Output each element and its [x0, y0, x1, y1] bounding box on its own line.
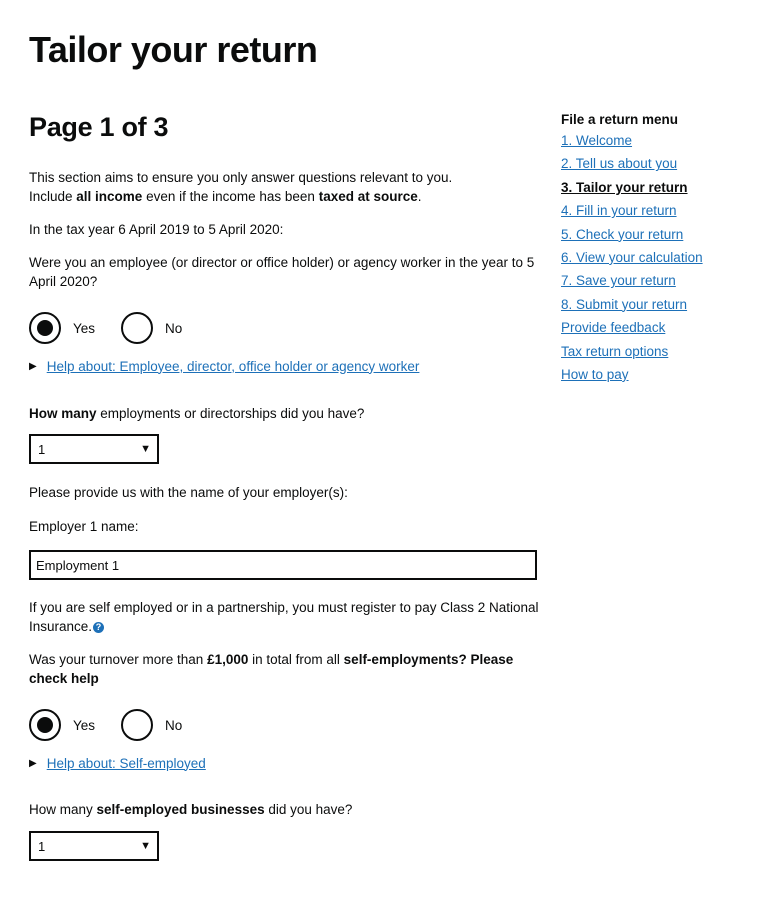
- intro-line-2-prefix: Include: [29, 189, 77, 204]
- employments-question: [29, 404, 539, 423]
- turnover-bold-tail: self-employments? Please check help: [29, 652, 514, 686]
- intro-text: [29, 168, 539, 206]
- question-circle-icon[interactable]: ?: [93, 622, 104, 633]
- menu-link-save-your-return[interactable]: 7. Save your return: [561, 273, 676, 289]
- employer-names-intro: Please provide us with the name of your employer(s):: [29, 485, 348, 500]
- menu-link-welcome[interactable]: 1. Welcome: [561, 133, 633, 148]
- turnover-prefix: Was your turnover more than: [29, 652, 208, 667]
- menu-item-submit-your-return: [561, 296, 761, 314]
- employments-label-bold: How many: [29, 406, 97, 421]
- chevron-down-icon: ▼: [140, 443, 151, 455]
- menu-item-tailor-your-return: [561, 179, 761, 197]
- turnover-question: [29, 650, 539, 688]
- businesses-select-value: 1: [38, 838, 46, 854]
- employments-select-value: 1: [38, 441, 46, 457]
- menu-link-tailor-your-return[interactable]: 3. Tailor your return: [561, 179, 688, 195]
- employee-radio-yes[interactable]: [29, 312, 95, 344]
- section-heading: Page 1 of 3: [29, 112, 169, 142]
- intro-bold-all-income: all income: [76, 189, 143, 204]
- menu-title: File a return menu: [561, 112, 679, 127]
- employments-select[interactable]: [29, 434, 159, 464]
- file-return-menu: [561, 111, 761, 389]
- menu-link-view-your-calculation[interactable]: 6. View your calculation: [561, 249, 703, 265]
- radio-circle[interactable]: [121, 709, 153, 741]
- menu-link-tax-return-options[interactable]: Tax return options: [561, 343, 669, 359]
- menu-item-save-your-return: [561, 272, 761, 290]
- intro-bold-taxed-at-source: taxed at source: [318, 189, 418, 204]
- businesses-suffix: did you have?: [264, 802, 353, 817]
- self-employed-help-link[interactable]: Help about: Self-employed: [46, 755, 206, 771]
- triangle-right-icon: ▶: [29, 360, 37, 372]
- menu-link-provide-feedback[interactable]: Provide feedback: [561, 320, 666, 336]
- menu-item-fill-in-your-return: [561, 202, 761, 220]
- employee-help-toggle[interactable]: [29, 357, 539, 375]
- turnover-radio-yes[interactable]: [29, 709, 95, 741]
- businesses-bold: self-employed businesses: [96, 802, 265, 817]
- employee-help-link[interactable]: Help about: Employee, director, office holder or agency worker: [46, 358, 420, 374]
- radio-label-yes: Yes: [73, 717, 96, 733]
- menu-item-welcome: [561, 132, 761, 150]
- employments-label-rest: employments or directorships did you have?: [96, 406, 365, 421]
- turnover-radio-group: [29, 709, 539, 741]
- employee-question: Were you an employee (or director or office holder) or agency worker in the year to 5 April 2020?: [29, 255, 535, 289]
- businesses-prefix: How many: [29, 802, 97, 817]
- menu-link-submit-your-return[interactable]: 8. Submit your return: [561, 296, 688, 312]
- radio-label-no: No: [165, 717, 183, 733]
- employee-radio-group: [29, 312, 539, 344]
- employer-1-name-value: Employment 1: [36, 557, 120, 573]
- turnover-mid: in total from all: [248, 652, 344, 667]
- menu-item-tax-return-options: [561, 343, 761, 361]
- self-employed-note-text: If you are self employed or in a partnership, you must register to pay Class 2 National Insurance.: [29, 600, 539, 634]
- triangle-right-icon: ▶: [29, 757, 37, 769]
- intro-line-1: This section aims to ensure you only answer questions relevant to you.: [29, 170, 453, 185]
- menu-link-tell-us-about-you[interactable]: 2. Tell us about you: [561, 156, 678, 172]
- businesses-select[interactable]: [29, 831, 159, 861]
- employer-1-name-input[interactable]: [29, 550, 537, 580]
- employer-1-label: Employer 1 name:: [29, 519, 139, 534]
- self-employed-help-toggle[interactable]: [29, 754, 539, 772]
- menu-item-view-your-calculation: [561, 249, 761, 267]
- businesses-question: [29, 800, 539, 819]
- menu-item-tell-us-about-you: [561, 155, 761, 173]
- turnover-amount: £1,000: [207, 652, 249, 667]
- radio-label-no: No: [165, 320, 183, 336]
- menu-list: [561, 132, 761, 384]
- menu-link-how-to-pay[interactable]: How to pay: [561, 366, 629, 382]
- main-content: [29, 108, 539, 861]
- menu-link-fill-in-your-return[interactable]: 4. Fill in your return: [561, 203, 677, 219]
- menu-link-check-your-return[interactable]: 5. Check your return: [561, 226, 684, 242]
- radio-circle-checked[interactable]: [29, 312, 61, 344]
- intro-line-2-suffix: .: [417, 189, 422, 204]
- turnover-radio-no[interactable]: [121, 709, 182, 741]
- employee-radio-no[interactable]: [121, 312, 182, 344]
- menu-item-provide-feedback: [561, 319, 761, 337]
- radio-label-yes: Yes: [73, 320, 96, 336]
- radio-circle-checked[interactable]: [29, 709, 61, 741]
- intro-line-2-mid: even if the income has been: [142, 189, 319, 204]
- chevron-down-icon: ▼: [140, 840, 151, 852]
- self-employed-note: [29, 598, 539, 636]
- page-title: Tailor your return: [29, 29, 318, 70]
- menu-item-how-to-pay: [561, 366, 761, 384]
- menu-item-check-your-return: [561, 226, 761, 244]
- tax-year-text: In the tax year 6 April 2019 to 5 April 2020:: [29, 222, 284, 237]
- radio-circle[interactable]: [121, 312, 153, 344]
